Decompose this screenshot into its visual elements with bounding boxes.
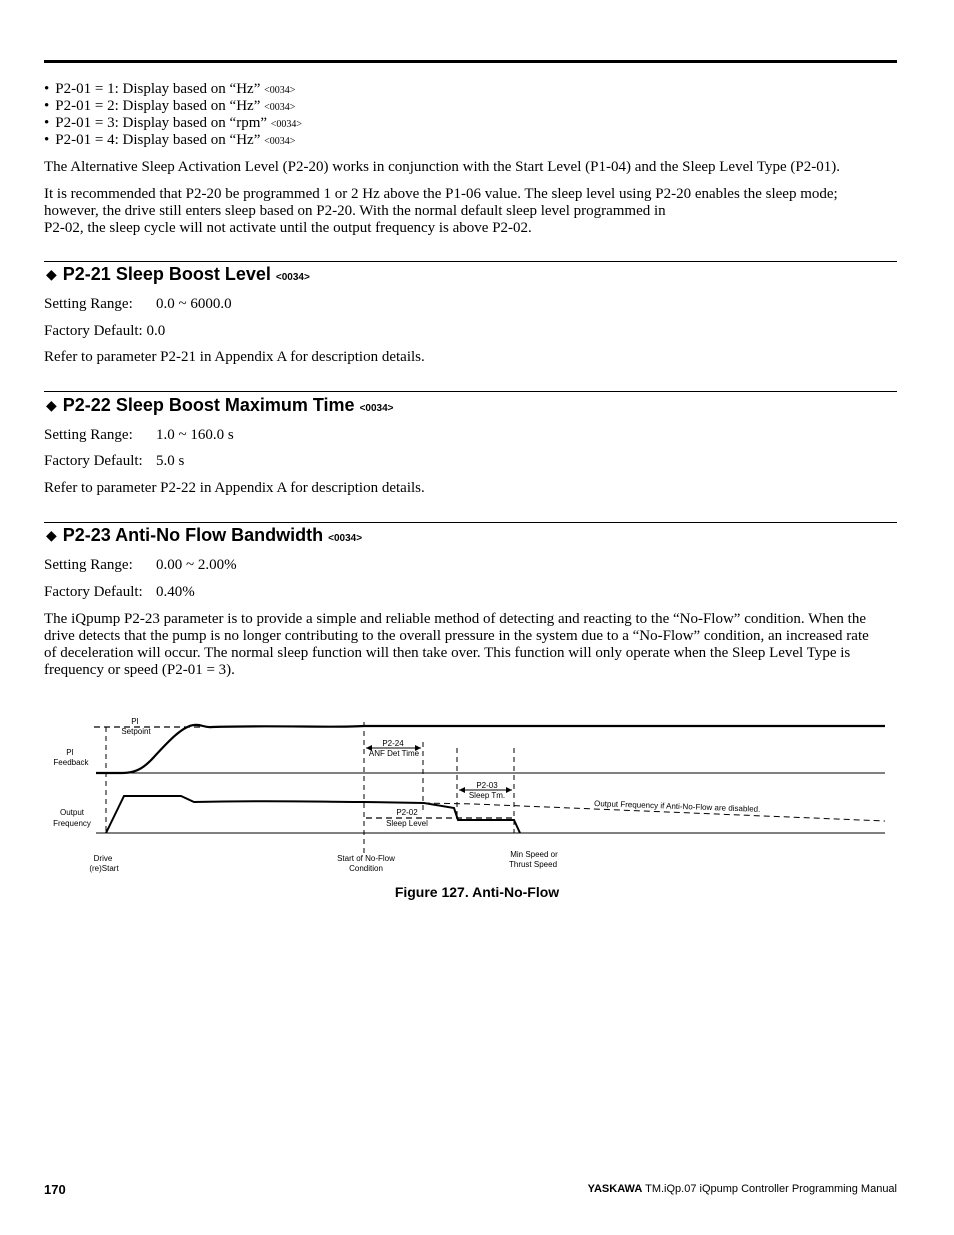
top-rule [44,60,897,63]
display-options-list [44,81,302,149]
setting-range-p2-22: Setting Range: 1.0 ~ 160.0 s [44,427,234,443]
manual-title: YASKAWA TM.iQp.07 iQpump Controller Programming Manual [587,1183,897,1195]
refer-text-p2-21: Refer to parameter P2-21 in Appendix A for description details. [44,349,425,365]
section-divider [44,261,897,262]
diamond-bullet-icon: ◆ [46,266,57,282]
min-speed-label: Thrust Speed [508,860,558,869]
list-item: • P2-01 = 1: Display based on “Hz” <0034> [44,81,296,97]
output-frequency-curve [106,796,520,833]
diamond-bullet-icon: ◆ [46,397,57,413]
arrowhead-icon [506,787,512,793]
intro-paragraph-2-line: It is recommended that P2-20 be programmed 1 or 2 Hz above the P1-06 value. The sleep level using P2-20 enables the sleep mode; [44,186,838,202]
output-frequency-label: Output [59,808,85,817]
anf-det-time-label: ANF Det Time [368,749,420,758]
brand-name: YASKAWA [587,1183,643,1195]
figure-caption: Figure 127. Anti-No-Flow [394,884,560,900]
description-line: of deceleration will occur. The normal sleep function will then take over. This function will only operate when the Sleep Level Type is [44,645,851,661]
pi-feedback-curve [96,725,885,773]
anti-no-flow-description [44,611,897,679]
section-divider [44,522,897,523]
factory-default-p2-21: Factory Default: 0.0 [44,323,166,339]
drive-start-label: (re)Start [89,864,119,873]
intro-paragraph-2-line: P2-02, the sleep cycle will not activate until the output frequency is above P2-02. [44,220,532,236]
description-line: drive detects that the pump is no longer contributing to the overall pressure in the system due to a “No-Flow” condition, an increased rate [44,628,869,644]
refer-text-p2-22: Refer to parameter P2-22 in Appendix A for description details. [44,480,425,496]
section-heading-p2-23: ◆ P2-23 Anti-No Flow Bandwidth <0034> [46,525,363,545]
description-line: The iQpump P2-23 parameter is to provide a simple and reliable method of detecting and reacting to the “No-Flow” condition. When the [44,611,866,627]
list-item: • P2-01 = 3: Display based on “rpm” <0034> [44,115,303,131]
output-frequency-label: Frequency [53,819,91,828]
disabled-frequency-note: Output Frequency if Anti-No-Flow are disabled. [593,799,761,814]
factory-default-p2-22: Factory Default: 5.0 s [44,453,185,469]
section-divider [44,391,897,392]
intro-paragraph-2-line: however, the drive still enters sleep based on P2-20. With the normal default sleep level programmed in [44,203,666,219]
sleep-time-label: Sleep Tm. [468,791,506,800]
no-flow-start-label: Start of No-Flow [337,854,395,863]
list-item: • P2-01 = 2: Display based on “Hz” <0034> [44,98,296,114]
list-item: • P2-01 = 4: Display based on “Hz” <0034> [44,132,296,148]
section-heading-p2-22: ◆ P2-22 Sleep Boost Maximum Time <0034> [46,395,394,415]
intro-paragraph-1: The Alternative Sleep Activation Level (P2-20) works in conjunction with the Start Level (P1-04) and the Sleep Level Type (P2-01). [44,159,840,175]
p2-24-label: P2-24 [382,739,404,748]
page-number: 170 [44,1182,66,1197]
setting-range-p2-23: Setting Range: 0.00 ~ 2.00% [44,557,237,573]
diamond-bullet-icon: ◆ [46,527,57,543]
anti-no-flow-diagram [44,690,889,875]
description-line: frequency or speed (P2-01 = 3). [44,662,235,678]
drive-start-label: Drive [93,854,113,863]
p2-02-label: P2-02 [396,808,418,817]
pi-setpoint-label: Setpoint [121,727,151,736]
pi-feedback-label: PI [66,748,74,757]
min-speed-label: Min Speed or [510,850,558,859]
sleep-level-label: Sleep Level [386,819,428,828]
factory-default-p2-23: Factory Default: 0.40% [44,584,195,600]
pi-setpoint-label: PI [131,717,139,726]
section-heading-p2-21: ◆ P2-21 Sleep Boost Level <0034> [46,264,310,284]
no-flow-start-label: Condition [349,864,383,873]
intro-paragraph-2 [44,186,897,237]
p2-03-label: P2-03 [476,781,498,790]
setting-range-p2-21: Setting Range: 0.0 ~ 6000.0 [44,296,232,312]
arrowhead-icon [459,787,465,793]
pi-feedback-label: Feedback [53,758,89,767]
